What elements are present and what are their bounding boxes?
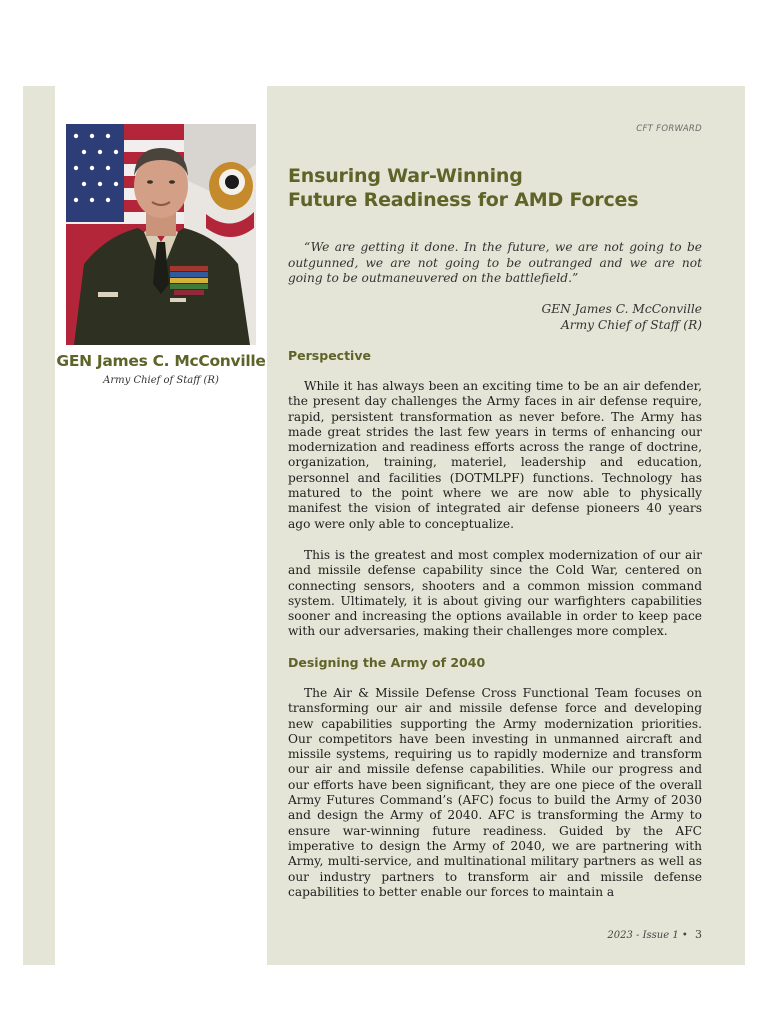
paragraph: This is the greatest and most complex modernization of our air and missile defense capability since the Cold War, centered on connecting sensors, shooters and a common mission command system. Ultimately, it is about giving our warfighters capabilities sooner and increasing the options available in order to keep pace with our adversaries, making their challenges more complex. [288,548,702,639]
footer-separator: • [681,930,688,941]
paragraph: The Air & Missile Defense Cross Functional Team focuses on transforming our air and missile defense force and developing new capabilities supporting the Army modernization priorities. Our competitors have been investing in unmanned aircraft and missile systems, requiring us to rapidly modernize and transform our air and missile defense capabilities. While our progress and our efforts have been significant, they are one piece of the overall Army Futures Command’s (AFC) focus to build the Army of 2030 and design the Army of 2040. AFC is transforming the Army to ensure war-winning future readiness. Guided by the AFC imperative to design the Army of 2040, we are partnering with Army, multi-service, and multinational military partners as well as our industry partners to transform air and missile defense capabilities to better enable our forces to maintain a [288,686,702,899]
paragraph: While it has always been an exciting time to be an air defender, the present day challenges the Army faces in air defense require, rapid, persistent transformation as never before. The Army has made great strides the last few years in terms of enhancing our modernization and readiness efforts across the range of doctrine, organization, training, materiel, leadership and education, personnel and facilities (DOTMLPF) functions. Technology has matured to the point where we are now able to physically manifest the vision of integrated air defense pioneers 40 years ago were only able to conceptualize. [288,379,702,531]
headline-line-1: Ensuring War-Winning [288,165,523,187]
portrait-title: Army Chief of Staff (R) [103,375,219,386]
headline-line-2: Future Readiness for AMD Forces [288,189,639,211]
section-kicker: CFT FORWARD [636,124,702,134]
pull-quote: “We are getting it done. In the future, we are not going to be outgunned, we are not going to be outranged and we are not going to be outmaneuvered on the battlefield.” [288,240,702,285]
quote-attribution-title: Army Chief of Staff (R) [560,317,702,332]
quote-attribution [288,302,702,333]
section-heading-perspective: Perspective [288,348,371,363]
portrait-name: GEN James C. McConville [56,352,266,370]
portrait-photo [66,124,256,345]
article-headline [288,164,702,212]
quote-attribution-name: GEN James C. McConville [541,302,702,316]
section-heading-army-2040: Designing the Army of 2040 [288,655,486,670]
left-margin-strip [23,86,55,965]
page-number: 3 [695,928,702,941]
page-footer [288,928,702,941]
issue-label: 2023 - Issue 1 [607,930,679,941]
